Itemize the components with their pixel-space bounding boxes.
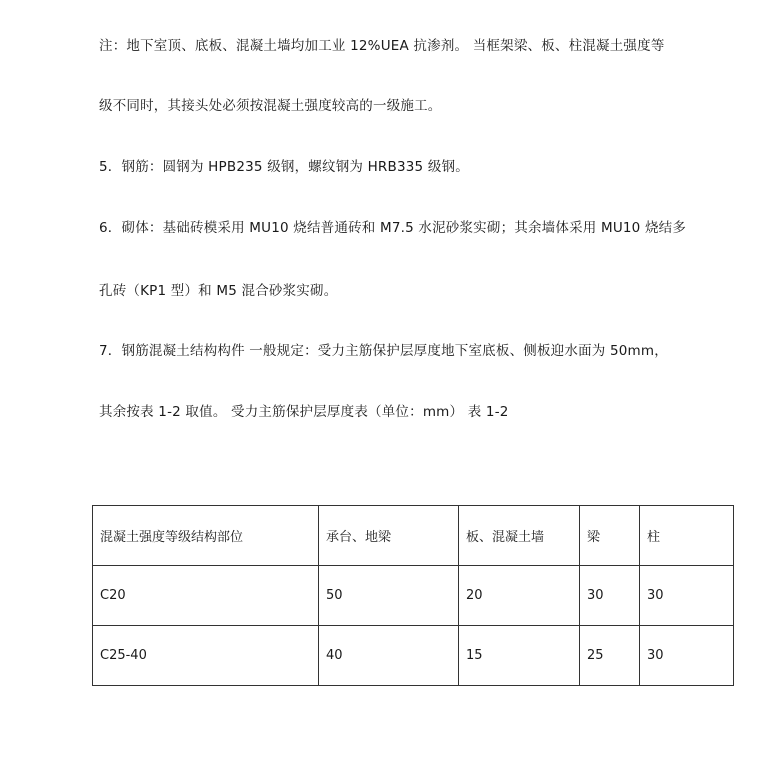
item-6-masonry-line-2: 孔砖（KP1 型）和 M5 混合砂浆实砌。 bbox=[99, 283, 338, 299]
item-5-rebar: 5．钢筋：圆钢为 HPB235 级钢，螺纹钢为 HRB335 级钢。 bbox=[99, 159, 469, 175]
table-cell: 50 bbox=[319, 566, 459, 626]
table-cell: 40 bbox=[319, 626, 459, 686]
table-row bbox=[93, 626, 734, 686]
table-cell: 25 bbox=[580, 626, 640, 686]
table-header-row bbox=[93, 506, 734, 566]
table-header-cell: 承台、地梁 bbox=[319, 506, 459, 566]
note-line-2: 级不同时，其接头处必须按混凝土强度较高的一级施工。 bbox=[99, 98, 442, 114]
item-7-concrete-line-2: 其余按表 1-2 取值。 受力主筋保护层厚度表（单位：mm） 表 1-2 bbox=[99, 404, 509, 420]
table-cell: 30 bbox=[640, 566, 734, 626]
table-header-cell: 混凝土强度等级结构部位 bbox=[93, 506, 319, 566]
item-7-concrete-line-1: 7．钢筋混凝土结构构件 一般规定：受力主筋保护层厚度地下室底板、侧板迎水面为 50mm， bbox=[99, 343, 668, 359]
table-header-cell: 板、混凝土墙 bbox=[459, 506, 580, 566]
table-cell: 15 bbox=[459, 626, 580, 686]
table-header-cell: 梁 bbox=[580, 506, 640, 566]
table-cell: 30 bbox=[580, 566, 640, 626]
item-6-masonry-line-1: 6．砌体：基础砖模采用 MU10 烧结普通砖和 M7.5 水泥砂浆实砌；其余墙体采用 MU10 烧结多 bbox=[99, 220, 687, 236]
note-line-1: 注：地下室顶、底板、混凝土墙均加工业 12%UEA 抗渗剂。 当框架梁、板、柱混凝土强度等 bbox=[99, 38, 665, 54]
table-cell: C25-40 bbox=[93, 626, 319, 686]
table-cell: 20 bbox=[459, 566, 580, 626]
table-header-cell: 柱 bbox=[640, 506, 734, 566]
table-cell: C20 bbox=[93, 566, 319, 626]
cover-thickness-table bbox=[92, 505, 734, 686]
table-row bbox=[93, 566, 734, 626]
table-cell: 30 bbox=[640, 626, 734, 686]
